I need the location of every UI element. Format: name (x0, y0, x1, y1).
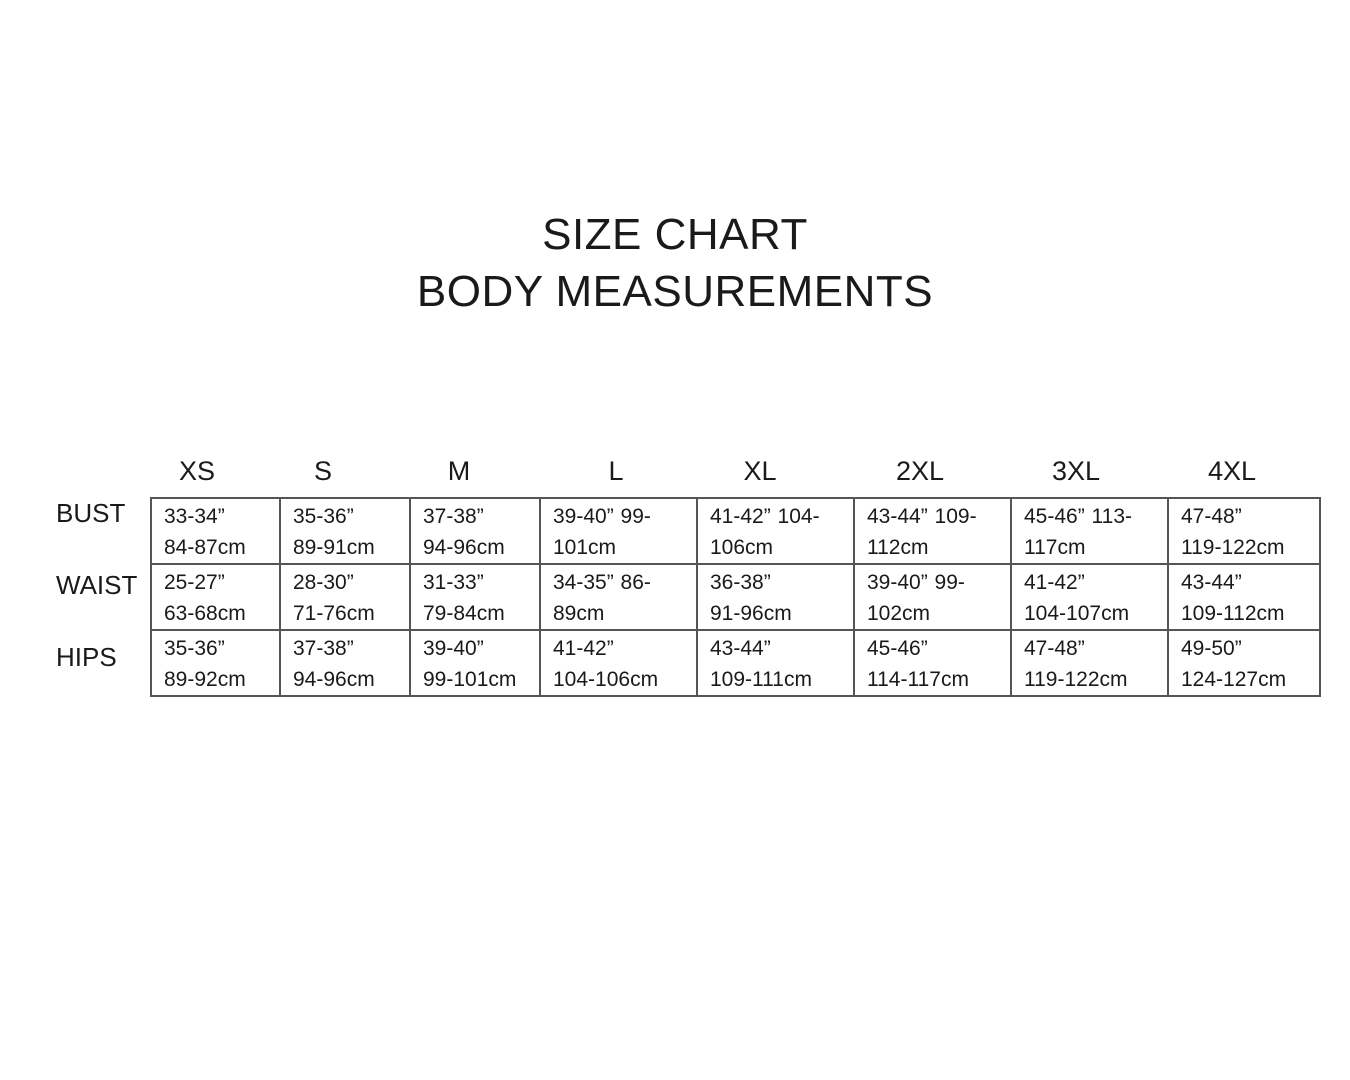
table-cell: 33-34” 84-87cm (151, 498, 280, 564)
table-cell: 39-40” 99- 101cm (540, 498, 697, 564)
table-cell: 35-36” 89-91cm (280, 498, 410, 564)
table-cell: 41-42” 104- 106cm (697, 498, 854, 564)
size-header-m: M (447, 456, 471, 486)
table-cell: 37-38” 94-96cm (410, 498, 540, 564)
size-header-2xl: 2XL (895, 456, 945, 486)
table-cell: 43-44” 109-112cm (1168, 564, 1320, 630)
table-cell: 36-38” 91-96cm (697, 564, 854, 630)
table-row-bust (151, 498, 1320, 564)
size-header-3xl: 3XL (1051, 456, 1101, 486)
table-cell: 37-38” 94-96cm (280, 630, 410, 696)
row-label-waist: WAIST (56, 570, 138, 600)
chart-title: SIZE CHART (542, 210, 808, 259)
size-header-s: S (313, 456, 332, 486)
table-row-waist (151, 564, 1320, 630)
table-cell: 43-44” 109-111cm (697, 630, 854, 696)
table-cell: 39-40” 99-101cm (410, 630, 540, 696)
table-cell: 28-30” 71-76cm (280, 564, 410, 630)
table-cell: 49-50” 124-127cm (1168, 630, 1320, 696)
size-chart-table (150, 497, 1321, 697)
table-cell: 41-42” 104-106cm (540, 630, 697, 696)
table-cell: 47-48” 119-122cm (1011, 630, 1168, 696)
chart-subtitle: BODY MEASUREMENTS (416, 267, 934, 316)
row-label-bust: BUST (56, 498, 126, 528)
table-cell: 39-40” 99- 102cm (854, 564, 1011, 630)
table-cell: 41-42” 104-107cm (1011, 564, 1168, 630)
table-cell: 47-48” 119-122cm (1168, 498, 1320, 564)
table-cell: 43-44” 109- 112cm (854, 498, 1011, 564)
table-cell: 35-36” 89-92cm (151, 630, 280, 696)
row-label-hips: HIPS (56, 642, 117, 672)
table-cell: 45-46” 114-117cm (854, 630, 1011, 696)
table-cell: 45-46” 113- 117cm (1011, 498, 1168, 564)
size-header-xl: XL (743, 456, 777, 486)
table-cell: 25-27” 63-68cm (151, 564, 280, 630)
size-header-xs: XS (178, 456, 216, 486)
size-header-4xl: 4XL (1207, 456, 1257, 486)
table-cell: 34-35” 86- 89cm (540, 564, 697, 630)
size-header-l: L (608, 456, 624, 486)
table-row-hips (151, 630, 1320, 696)
table-cell: 31-33” 79-84cm (410, 564, 540, 630)
